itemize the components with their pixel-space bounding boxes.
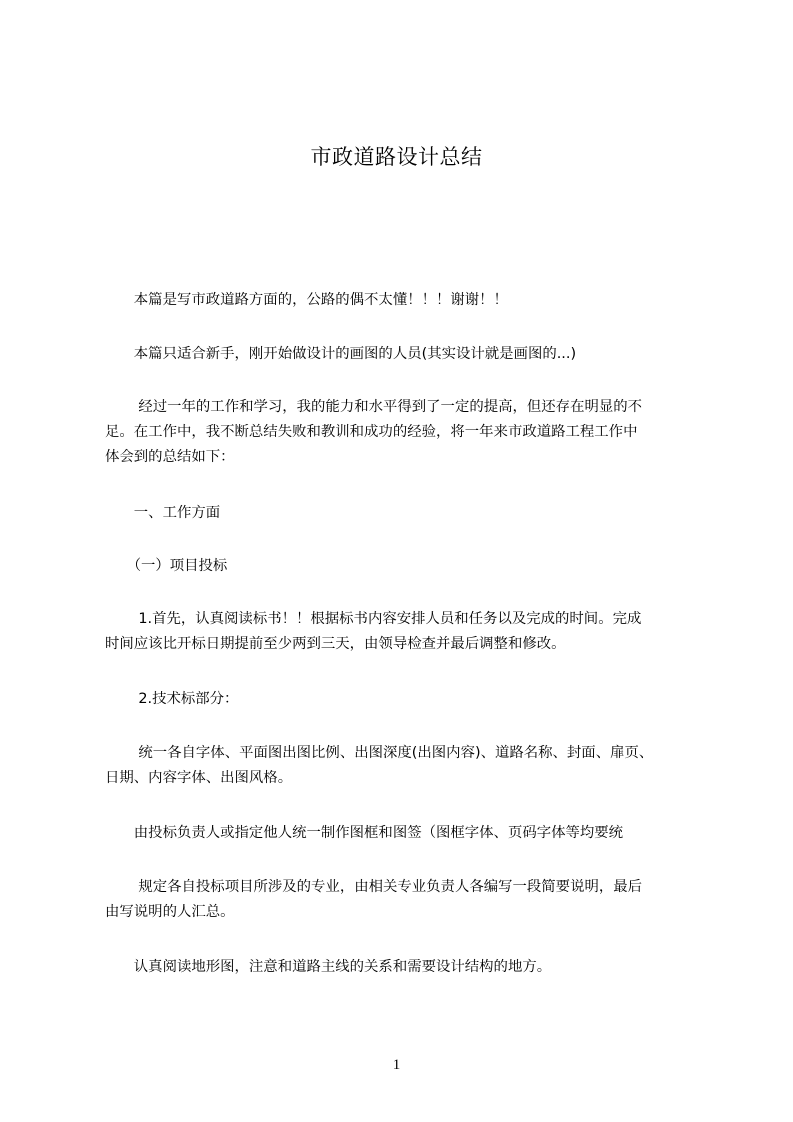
paragraph-topographic-map (105, 955, 705, 980)
paragraph-specialties (105, 875, 705, 925)
paragraph-line: 由投标负责人或指定他人统一制作图框和图签（图框字体、页码字体等均要统 (105, 825, 624, 841)
paragraph-line: 由写说明的人汇总。 (105, 904, 235, 920)
paragraph-line: （一）项目投标 (105, 558, 228, 574)
paragraph-line: 足。在工作中，我不断总结失败和教训和成功的经验，将一年来市政道路工程工作中 (105, 424, 638, 440)
paragraph-line: 时间应该比开标日期提前至少两到三天，由领导检查并最后调整和修改。 (105, 636, 566, 652)
paragraph-line: 一、工作方面 (105, 505, 221, 521)
paragraph-line: 体会到的总结如下： (105, 449, 235, 465)
subsection-heading-bidding (105, 554, 705, 579)
paragraph-item-1 (105, 607, 705, 657)
paragraph-intro-note (105, 288, 705, 313)
paragraph-overview (105, 395, 705, 470)
paragraph-line: 规定各自投标项目所涉及的专业，由相关专业负责人各编写一段简要说明，最后 (105, 879, 643, 895)
paragraph-line: 日期、内容字体、出图风格。 (105, 770, 293, 786)
paragraph-line: 1.首先，认真阅读标书！！根据标书内容安排人员和任务以及完成的时间。完成 (105, 611, 642, 627)
paragraph-frame-template (105, 821, 705, 846)
paragraph-audience-note (105, 342, 705, 367)
paragraph-item-2 (105, 687, 705, 712)
paragraph-line: 认真阅读地形图，注意和道路主线的关系和需要设计结构的地方。 (105, 959, 552, 975)
paragraph-line: 本篇是写市政道路方面的，公路的偶不太懂！！！谢谢！！ (105, 292, 508, 308)
paragraph-line: 2.技术标部分： (105, 691, 239, 707)
paragraph-line: 统一各自字体、平面图出图比例、出图深度(出图内容)、道路名称、封面、扉页、 (105, 745, 654, 761)
paragraph-unify-formatting (105, 741, 705, 791)
page-number: 1 (392, 1057, 401, 1073)
paragraph-line: 经过一年的工作和学习，我的能力和水平得到了一定的提高，但还存在明显的不 (105, 399, 643, 415)
document-title: 市政道路设计总结 (310, 145, 483, 169)
section-heading-work (105, 501, 705, 526)
paragraph-line: 本篇只适合新手，刚开始做设计的画图的人员(其实设计就是画图的...) (105, 346, 577, 362)
